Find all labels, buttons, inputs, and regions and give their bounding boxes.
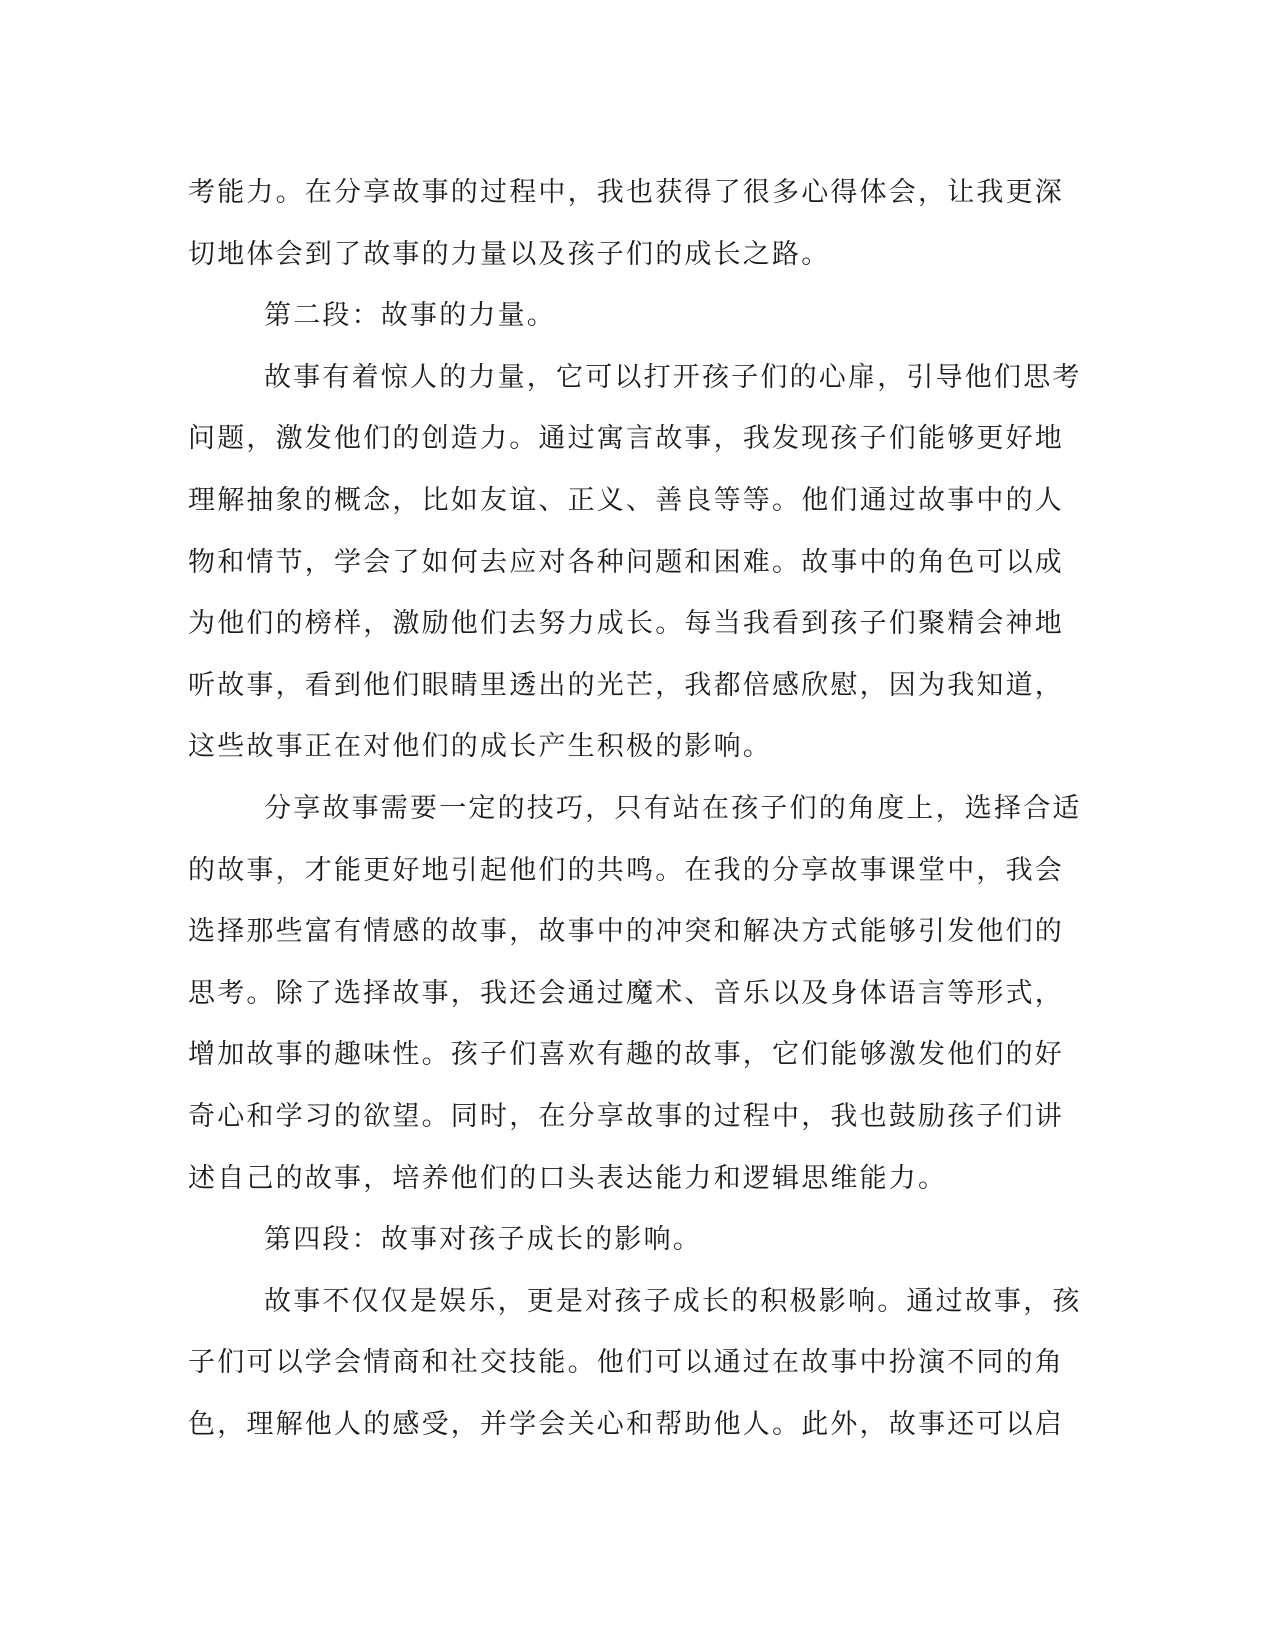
text-line: 故事不仅仅是娱乐，更是对孩子成长的积极影响。通过故事，孩 xyxy=(264,1285,1082,1317)
text-line: 增加故事的趣味性。孩子们喜欢有趣的故事，它们能够激发他们的好 xyxy=(188,1039,1064,1071)
text-line: 物和情节，学会了如何去应对各种问题和困难。故事中的角色可以成 xyxy=(188,546,1064,578)
text-line: 奇心和学习的欲望。同时，在分享故事的过程中，我也鼓励孩子们讲 xyxy=(188,1100,1064,1132)
text-line: 故事有着惊人的力量，它可以打开孩子们的心扉，引导他们思考 xyxy=(264,361,1082,393)
text-line: 听故事，看到他们眼睛里透出的光芒，我都倍感欣慰，因为我知道， xyxy=(188,669,1064,701)
text-line: 述自己的故事，培养他们的口头表达能力和逻辑思维能力。 xyxy=(188,1162,948,1194)
text-line: 子们可以学会情商和社交技能。他们可以通过在故事中扮演不同的角 xyxy=(188,1347,1064,1379)
text-line: 色，理解他人的感受，并学会关心和帮助他人。此外，故事还可以启 xyxy=(188,1408,1064,1440)
document-body xyxy=(188,162,1082,1455)
text-line: 问题，激发他们的创造力。通过寓言故事，我发现孩子们能够更好地 xyxy=(188,423,1064,455)
text-line: 思考。除了选择故事，我还会通过魔术、音乐以及身体语言等形式， xyxy=(188,977,1064,1009)
text-line: 切地体会到了故事的力量以及孩子们的成长之路。 xyxy=(188,238,831,270)
text-line: 理解抽象的概念，比如友谊、正义、善良等等。他们通过故事中的人 xyxy=(188,484,1064,516)
text-line: 这些故事正在对他们的成长产生积极的影响。 xyxy=(188,731,772,763)
text-line: 选择那些富有情感的故事，故事中的冲突和解决方式能够引发他们的 xyxy=(188,916,1064,948)
section-heading: 第二段：故事的力量。 xyxy=(264,300,556,332)
text-line: 为他们的榜样，激励他们去努力成长。每当我看到孩子们聚精会神地 xyxy=(188,608,1064,640)
text-line: 的故事，才能更好地引起他们的共鸣。在我的分享故事课堂中，我会 xyxy=(188,854,1064,886)
section-heading: 第四段：故事对孩子成长的影响。 xyxy=(264,1224,702,1256)
text-line: 分享故事需要一定的技巧，只有站在孩子们的角度上，选择合适 xyxy=(264,792,1082,824)
text-line: 考能力。在分享故事的过程中，我也获得了很多心得体会，让我更深 xyxy=(188,177,1064,208)
